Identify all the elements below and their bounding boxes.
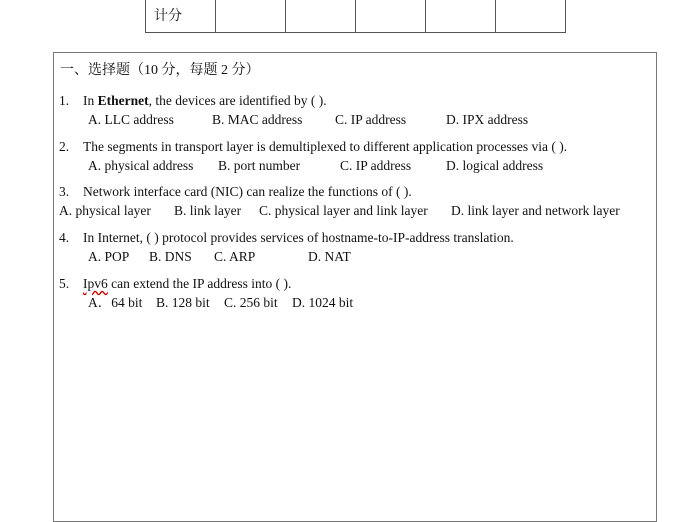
section-box [53, 52, 657, 522]
section-title [60, 59, 260, 79]
option-b[interactable]: B. 128 bit [156, 295, 210, 310]
option-a[interactable]: A. LLC address [88, 112, 174, 127]
score-cell[interactable] [426, 0, 496, 33]
option-b[interactable]: B. DNS [149, 249, 192, 264]
question-text-bold: Ethernet [97, 93, 149, 108]
question-text: In Internet, ( ) protocol provides services of hostname-to-IP-address translation. [83, 230, 514, 245]
section-title-score: （10 分，每题 2 分） [130, 63, 260, 78]
option-d[interactable]: D. IPX address [446, 112, 529, 127]
option-d[interactable]: D. NAT [308, 249, 351, 264]
question-text: The segments in transport layer is demultiplexed to different application processes via ( ). [83, 139, 568, 154]
score-table [145, 0, 566, 33]
question-number: 4. [59, 230, 70, 245]
question-2-options [88, 157, 543, 175]
question-text-post: , the devices are identified by ( ). [148, 93, 327, 108]
question-3-options [59, 202, 620, 220]
option-d[interactable]: D. logical address [446, 158, 544, 173]
score-cell[interactable] [286, 0, 356, 33]
question-text-post: can extend the IP address into ( ). [107, 276, 292, 291]
question-4 [59, 229, 514, 247]
section-title-prefix: 一、选择题 [60, 62, 130, 78]
option-b[interactable]: B. port number [218, 158, 301, 173]
question-text: Network interface card (NIC) can realize the functions of ( ). [83, 184, 412, 199]
question-4-options [88, 248, 351, 266]
question-3 [59, 183, 412, 201]
option-a[interactable]: A. physical address [88, 158, 194, 173]
option-d[interactable]: D. link layer and network layer [451, 203, 620, 218]
option-c[interactable]: C. 256 bit [224, 295, 278, 310]
score-row [146, 0, 566, 33]
option-c[interactable]: C. IP address [340, 158, 412, 173]
option-a[interactable]: A. POP [88, 249, 130, 264]
question-number: 2. [59, 139, 70, 154]
score-cell[interactable] [356, 0, 426, 33]
question-number: 5. [59, 276, 70, 291]
option-b[interactable]: B. link layer [174, 203, 242, 218]
question-1 [59, 92, 327, 110]
option-c[interactable]: C. ARP [214, 249, 256, 264]
score-label: 计分 [146, 0, 216, 33]
option-b[interactable]: B. MAC address [212, 112, 303, 127]
question-number: 3. [59, 184, 70, 199]
question-text-ipv6: Ipv6 [83, 276, 108, 291]
option-c[interactable]: C. IP address [335, 112, 407, 127]
question-5 [59, 275, 291, 293]
score-cell[interactable] [496, 0, 566, 33]
option-c[interactable]: C. physical layer and link layer [259, 203, 428, 218]
option-a[interactable]: A．64 bit [88, 295, 143, 310]
option-d[interactable]: D. 1024 bit [292, 295, 354, 310]
option-a[interactable]: A. physical layer [59, 203, 151, 218]
question-2 [59, 138, 567, 156]
question-text-pre: In [83, 93, 98, 108]
question-number: 1. [59, 93, 70, 108]
question-5-options [88, 294, 353, 312]
question-1-options [88, 111, 528, 129]
score-cell[interactable] [216, 0, 286, 33]
